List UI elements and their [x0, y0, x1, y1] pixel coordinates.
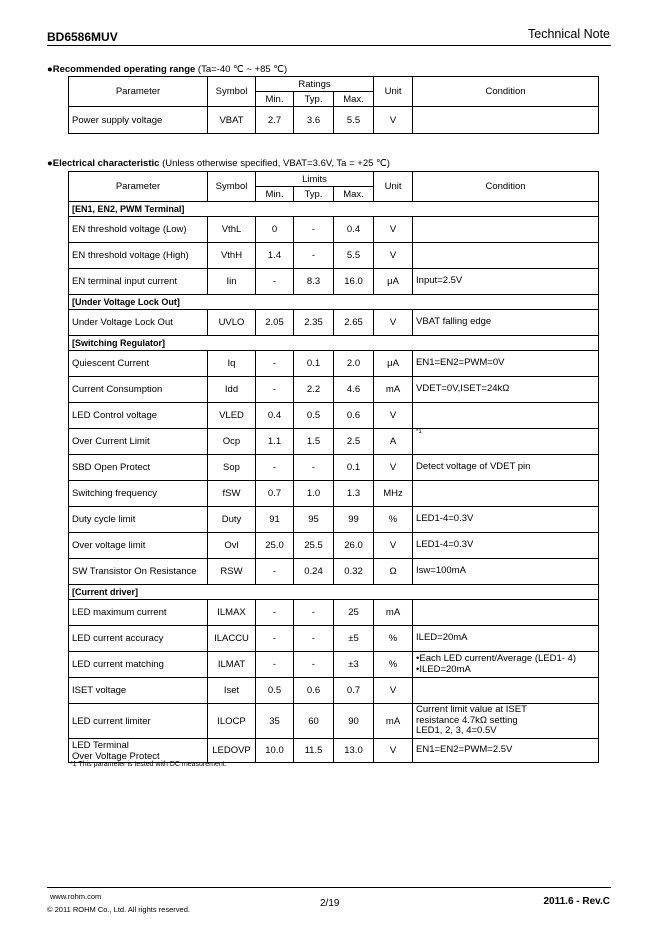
typ-cell: 11.5	[294, 739, 334, 763]
min-cell: 10.0	[256, 739, 294, 763]
max-cell: 13.0	[334, 739, 374, 763]
parameter-cell: LED current accuracy	[69, 626, 208, 652]
header-parameter: Parameter	[69, 77, 208, 107]
typ-cell: 1.5	[294, 429, 334, 455]
parameter-cell: Duty cycle limit	[69, 507, 208, 533]
min-cell: -	[256, 600, 294, 626]
symbol-cell: fSW	[208, 481, 256, 507]
unit-cell: V	[374, 533, 413, 559]
max-cell: 25	[334, 600, 374, 626]
symbol-cell: UVLO	[208, 310, 256, 336]
page-number: 2/19	[320, 898, 340, 909]
unit-cell: μA	[374, 351, 413, 377]
parameter-cell: EN threshold voltage (High)	[69, 243, 208, 269]
section-title: [EN1, EN2, PWM Terminal]	[69, 202, 599, 217]
min-cell: 1.1	[256, 429, 294, 455]
table-row	[69, 678, 599, 704]
parameter-cell: LED current limiter	[69, 704, 208, 739]
table-row	[69, 217, 599, 243]
typ-cell: 0.6	[294, 678, 334, 704]
condition-cell: ILED=20mA	[413, 626, 599, 652]
max-cell: 99	[334, 507, 374, 533]
condition-cell: Current limit value at ISET resistance 4.7kΩ setting LED1, 2, 3, 4=0.5V	[413, 704, 599, 739]
parameter-cell: SW Transistor On Resistance	[69, 559, 208, 585]
typ-cell: 0.5	[294, 403, 334, 429]
condition-cell: LED1-4=0.3V	[413, 507, 599, 533]
max-cell: 5.5	[334, 243, 374, 269]
condition-cell	[413, 243, 599, 269]
symbol-cell: ILMAX	[208, 600, 256, 626]
footnote-marker: *1	[416, 429, 422, 435]
unit-cell: V	[374, 243, 413, 269]
table-row	[69, 652, 599, 678]
min-cell: -	[256, 626, 294, 652]
typ-cell: 95	[294, 507, 334, 533]
min-cell: 2.7	[256, 107, 294, 134]
typ-cell: 60	[294, 704, 334, 739]
electrical-section-title	[47, 158, 390, 169]
header-unit: Unit	[374, 77, 413, 107]
footer-url: www.rohm.com	[50, 892, 102, 901]
parameter-cell: Power supply voltage	[69, 107, 208, 134]
max-cell: 4.6	[334, 377, 374, 403]
parameter-cell: SBD Open Protect	[69, 455, 208, 481]
symbol-cell: Duty	[208, 507, 256, 533]
section-header-row	[69, 336, 599, 351]
condition-cell	[413, 481, 599, 507]
section-title: [Current driver]	[69, 585, 599, 600]
typ-cell: 2.2	[294, 377, 334, 403]
header-min: Min.	[256, 92, 294, 107]
symbol-cell: ILOCP	[208, 704, 256, 739]
header-max: Max.	[334, 187, 374, 202]
electrical-table	[68, 171, 599, 763]
unit-cell: V	[374, 739, 413, 763]
recommended-conditions: (Ta=-40 ℃ ~ +85 ℃)	[195, 64, 288, 75]
max-cell: 2.0	[334, 351, 374, 377]
typ-cell: -	[294, 217, 334, 243]
section-header-row	[69, 585, 599, 600]
header-typ: Typ.	[294, 92, 334, 107]
section-title: [Under Voltage Lock Out]	[69, 295, 599, 310]
symbol-cell: ILMAT	[208, 652, 256, 678]
table-row	[69, 429, 599, 455]
condition-cell	[413, 217, 599, 243]
header-unit: Unit	[374, 172, 413, 202]
footer-copyright: © 2011 ROHM Co., Ltd. All rights reserved.	[47, 905, 190, 914]
symbol-cell: VthL	[208, 217, 256, 243]
symbol-cell: LEDOVP	[208, 739, 256, 763]
max-cell: 2.65	[334, 310, 374, 336]
symbol-cell: VthH	[208, 243, 256, 269]
unit-cell: μA	[374, 269, 413, 295]
min-cell: 0.7	[256, 481, 294, 507]
min-cell: 35	[256, 704, 294, 739]
max-cell: 1.3	[334, 481, 374, 507]
max-cell: 2.5	[334, 429, 374, 455]
condition-cell: Input=2.5V	[413, 269, 599, 295]
unit-cell: mA	[374, 600, 413, 626]
header-typ: Typ.	[294, 187, 334, 202]
symbol-cell: Idd	[208, 377, 256, 403]
unit-cell: V	[374, 678, 413, 704]
min-cell: -	[256, 377, 294, 403]
parameter-cell: Over Current Limit	[69, 429, 208, 455]
parameter-cell: Current Consumption	[69, 377, 208, 403]
table-row	[69, 107, 599, 134]
table-row	[69, 310, 599, 336]
symbol-cell: Iq	[208, 351, 256, 377]
section-header-row	[69, 295, 599, 310]
table-row	[69, 269, 599, 295]
condition-cell	[413, 678, 599, 704]
symbol-cell: VBAT	[208, 107, 256, 134]
header-divider	[47, 45, 611, 46]
table-row	[69, 481, 599, 507]
header-symbol: Symbol	[208, 172, 256, 202]
unit-cell: %	[374, 652, 413, 678]
unit-cell: V	[374, 217, 413, 243]
parameter-cell: Quiescent Current	[69, 351, 208, 377]
recommended-table	[68, 76, 599, 134]
condition-cell: EN1=EN2=PWM=2.5V	[413, 739, 599, 763]
header-condition: Condition	[413, 77, 599, 107]
symbol-cell: RSW	[208, 559, 256, 585]
table-row	[69, 351, 599, 377]
unit-cell: V	[374, 455, 413, 481]
header-min: Min.	[256, 187, 294, 202]
table-row	[69, 403, 599, 429]
condition-cell: EN1=EN2=PWM=0V	[413, 351, 599, 377]
revision: 2011.6 - Rev.C	[543, 896, 610, 907]
condition-cell: VBAT falling edge	[413, 310, 599, 336]
electrical-conditions: (Unless otherwise specified, VBAT=3.6V, Ta = +25 ℃)	[159, 158, 390, 169]
typ-cell: -	[294, 455, 334, 481]
table-row	[69, 559, 599, 585]
parameter-cell: Switching frequency	[69, 481, 208, 507]
typ-cell: -	[294, 652, 334, 678]
min-cell: 0	[256, 217, 294, 243]
min-cell: 0.5	[256, 678, 294, 704]
typ-cell: 0.24	[294, 559, 334, 585]
symbol-cell: Sop	[208, 455, 256, 481]
typ-cell: -	[294, 626, 334, 652]
table-row	[69, 377, 599, 403]
max-cell: 0.6	[334, 403, 374, 429]
typ-cell: -	[294, 243, 334, 269]
max-cell: 0.32	[334, 559, 374, 585]
table-row	[69, 455, 599, 481]
typ-cell: 1.0	[294, 481, 334, 507]
unit-cell: V	[374, 310, 413, 336]
typ-cell: 25.5	[294, 533, 334, 559]
parameter-cell: Over voltage limit	[69, 533, 208, 559]
header-parameter: Parameter	[69, 172, 208, 202]
max-cell: ±3	[334, 652, 374, 678]
min-cell: -	[256, 269, 294, 295]
min-cell: 1.4	[256, 243, 294, 269]
min-cell: 2.05	[256, 310, 294, 336]
header-limits: Limits	[256, 172, 374, 187]
unit-cell: A	[374, 429, 413, 455]
section-header-row	[69, 202, 599, 217]
condition-cell	[413, 107, 599, 134]
header-condition: Condition	[413, 172, 599, 202]
parameter-cell: ISET voltage	[69, 678, 208, 704]
condition-cell: Detect voltage of VDET pin	[413, 455, 599, 481]
parameter-cell: LED maximum current	[69, 600, 208, 626]
condition-cell: LED1-4=0.3V	[413, 533, 599, 559]
condition-cell: VDET=0V,ISET=24kΩ	[413, 377, 599, 403]
unit-cell: Ω	[374, 559, 413, 585]
max-cell: 0.7	[334, 678, 374, 704]
unit-cell: MHz	[374, 481, 413, 507]
symbol-cell: Ovl	[208, 533, 256, 559]
recommended-section-title	[47, 64, 287, 75]
footnote: *1 This parameter is tested with DC measurement.	[70, 761, 227, 768]
min-cell: -	[256, 455, 294, 481]
condition-cell	[413, 403, 599, 429]
min-cell: -	[256, 652, 294, 678]
bullet-icon: ●	[47, 158, 53, 169]
max-cell: ±5	[334, 626, 374, 652]
max-cell: 26.0	[334, 533, 374, 559]
parameter-cell: EN terminal input current	[69, 269, 208, 295]
unit-cell: V	[374, 403, 413, 429]
symbol-cell: VLED	[208, 403, 256, 429]
condition-cell	[413, 600, 599, 626]
table-row	[69, 507, 599, 533]
section-title: [Switching Regulator]	[69, 336, 599, 351]
parameter-cell: EN threshold voltage (Low)	[69, 217, 208, 243]
max-cell: 16.0	[334, 269, 374, 295]
footer-divider	[47, 887, 611, 888]
typ-cell: 8.3	[294, 269, 334, 295]
part-number: BD6586MUV	[47, 30, 118, 44]
condition-cell	[413, 429, 599, 455]
electrical-title: Electrical characteristic	[52, 158, 160, 169]
table-row	[69, 533, 599, 559]
unit-cell: mA	[374, 377, 413, 403]
condition-cell: •Each LED current/Average (LED1- 4) •ILED=20mA	[413, 652, 599, 678]
parameter-cell: LED Control voltage	[69, 403, 208, 429]
document-type: Technical Note	[528, 27, 610, 41]
typ-cell: -	[294, 600, 334, 626]
typ-cell: 2.35	[294, 310, 334, 336]
min-cell: 25.0	[256, 533, 294, 559]
parameter-cell: LED current matching	[69, 652, 208, 678]
header-max: Max.	[334, 92, 374, 107]
symbol-cell: Ocp	[208, 429, 256, 455]
condition-cell: Isw=100mA	[413, 559, 599, 585]
max-cell: 5.5	[334, 107, 374, 134]
table-row	[69, 626, 599, 652]
unit-cell: V	[374, 107, 413, 134]
unit-cell: mA	[374, 704, 413, 739]
header-symbol: Symbol	[208, 77, 256, 107]
max-cell: 90	[334, 704, 374, 739]
table-row	[69, 739, 599, 763]
recommended-title: Recommended operating range	[52, 64, 196, 75]
max-cell: 0.4	[334, 217, 374, 243]
min-cell: -	[256, 351, 294, 377]
table-row	[69, 704, 599, 739]
symbol-cell: ILACCU	[208, 626, 256, 652]
typ-cell: 3.6	[294, 107, 334, 134]
symbol-cell: Iset	[208, 678, 256, 704]
min-cell: 91	[256, 507, 294, 533]
unit-cell: %	[374, 507, 413, 533]
symbol-cell: Iin	[208, 269, 256, 295]
table-row	[69, 243, 599, 269]
table-row	[69, 600, 599, 626]
min-cell: 0.4	[256, 403, 294, 429]
typ-cell: 0.1	[294, 351, 334, 377]
max-cell: 0.1	[334, 455, 374, 481]
parameter-cell: Under Voltage Lock Out	[69, 310, 208, 336]
min-cell: -	[256, 559, 294, 585]
parameter-cell: LED Terminal Over Voltage Protect	[69, 739, 208, 763]
bullet-icon: ●	[47, 64, 53, 75]
unit-cell: %	[374, 626, 413, 652]
header-ratings: Ratings	[256, 77, 374, 92]
